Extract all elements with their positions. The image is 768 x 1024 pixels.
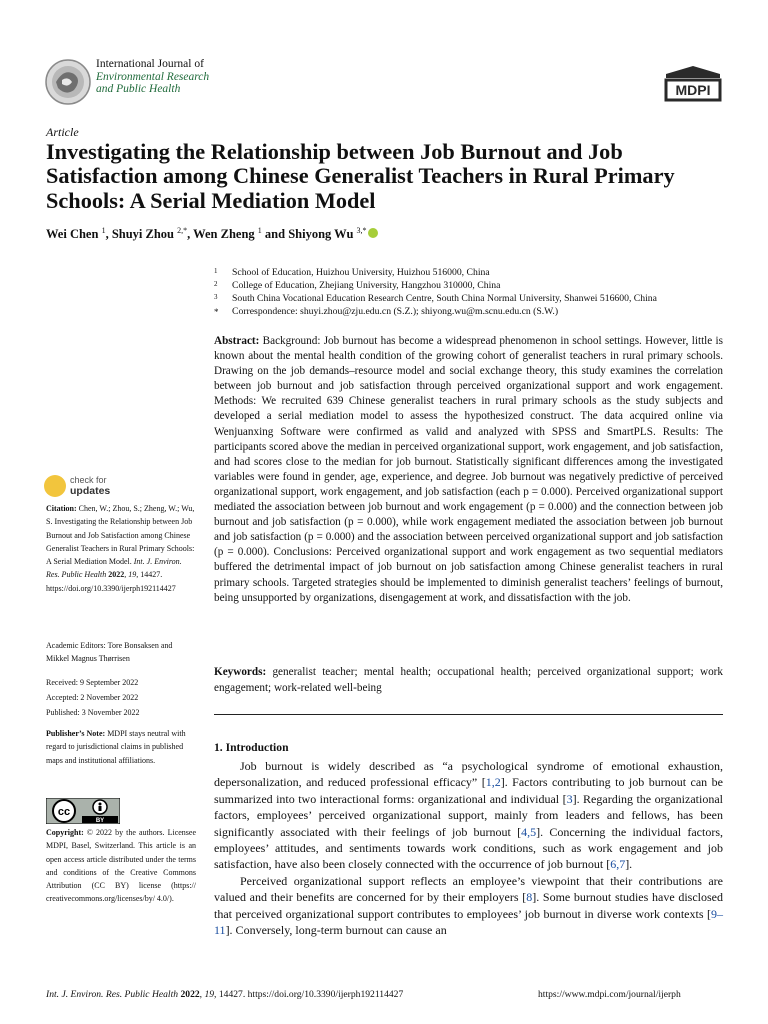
footer-journal: Int. J. Environ. Res. Public Health <box>46 989 179 1000</box>
abstract-text: Background: Job burnout has become a widespread phenomenon in school settings. However, little is known about the mental health condition of the growing cohort of generalist teachers in rural primary schools. Drawing on the job demands–resource model and social exchange theory, this study examines the correlation between job burnout and job satisfaction through perceived organizational support and work engagement. Methods: We recruited 639 Chinese generalist teachers in rural primary schools as the study subjects and developed a serial mediation model to assess the hypothesized construct. The data acquired online via Wenjuanxing Software were confirmed as valid and analyzed with SPSS and SmartPLS. Results: The participants scored above the median in perceived organizational support, work engagement, and job satisfaction, and had scores close to the median for job burnout. Statistically significant differences among the investigated variables were found in gender, age, experience, and degree. Job burnout was negatively predictive of perceived organizational support, work engagement, and job satisfaction (each p = 0.000). Perceived organizational support mediated the association between job burnout and work engagement (p = 0.000) and the connection between job burnout and job satisfaction (p = 0.000), while work engagement mediated the association between job burnout and job satisfaction (p = 0.000) and the association between perceived organizational support and job satisfaction (p = 0.000). Conclusions: Perceived organizational support and work engagement as two sequential mediators buffered the detrimental impact of job burnout on job satisfaction among Chinese generalist teachers in rural primary schools. Targeted strategies should be implemented to diminish generalist teachers’ feelings of burnout, being unsupported by organizations, disengagement at work, and dissatisfaction with the job. <box>214 335 723 604</box>
section-heading: 1. Introduction <box>214 741 289 754</box>
mdpi-logo <box>662 66 724 106</box>
publishers-note <box>46 727 196 767</box>
text-run: ]. Factors contributing to job burnout can be summarized into two interactional forms: organizational and individual [ <box>214 775 723 806</box>
footer-journal-url[interactable]: https://www.mdpi.com/journal/ijerph <box>538 989 681 1000</box>
orcid-icon[interactable] <box>368 228 378 238</box>
paragraph <box>214 873 723 939</box>
check-updates-line1: check for <box>70 475 107 485</box>
citation-volume: 19 <box>128 570 137 580</box>
keywords-text: generalist teacher; mental health; occupational health; perceived organizational support; work engagement; work-related well-being <box>214 666 723 694</box>
reference-link[interactable]: 8 <box>526 890 533 905</box>
by-text: BY <box>95 818 105 824</box>
abstract <box>214 334 723 606</box>
date-published: Published: 3 November 2022 <box>46 708 140 717</box>
affiliation-mark: 2 <box>214 280 218 288</box>
section-divider <box>214 714 723 715</box>
text-run: ]. Conversely, long-term burnout can cause an <box>225 923 447 938</box>
copyright-text: © 2022 by the authors. Licensee MDPI, Basel, Switzerland. This article is an open access article distributed under the terms and conditions of the Creative Commons Attribution (CC BY) license (https:// creativecommons.org/licenses/by/ 4.0/). <box>46 828 197 904</box>
affiliation-mark: 3 <box>214 293 218 301</box>
author-name: Shuyi Zhou <box>111 227 175 242</box>
journal-line-3: and Public Health <box>96 83 181 95</box>
author-affil: 2,* <box>177 226 188 235</box>
check-updates-icon <box>44 475 66 497</box>
affiliation-mark: 1 <box>214 267 218 275</box>
reference-link[interactable]: 6,7 <box>610 857 626 872</box>
date-received: Received: 9 September 2022 <box>46 678 139 687</box>
citation-year: 2022 <box>108 570 125 580</box>
reference-link[interactable]: 1,2 <box>485 775 501 790</box>
cc-by-license-icon[interactable] <box>46 798 120 824</box>
citation-text: Chen, W.; Zhou, S.; Zheng, W.; Wu, S. Investigating the Relationship between Job Burnout and Job Satisfaction among Chinese Generalist Teachers in Rural Primary Schools: A Serial Mediation Model. <box>46 504 195 567</box>
footer-doi[interactable]: , 14427. https://doi.org/10.3390/ijerph192114427 <box>214 989 404 1000</box>
paragraph <box>214 758 723 873</box>
citation-journal: Int. J. Environ. Res. Public Health <box>46 557 182 580</box>
affiliation-text: College of Education, Zhejiang University, Hangzhou 310000, China <box>232 280 501 291</box>
keywords-label: Keywords: <box>214 666 267 678</box>
footer-volume: 19 <box>204 989 215 1000</box>
reference-link[interactable]: 9–11 <box>214 906 723 938</box>
academic-editors: Academic Editors: Tore Bonsaksen and Mikkel Magnus Thørrisen <box>46 641 173 664</box>
correspondence-text[interactable]: Correspondence: shuyi.zhou@zju.edu.cn (S.Z.); shiyong.wu@m.scnu.edu.cn (S.W.) <box>232 306 559 317</box>
article-type: Article <box>46 125 79 139</box>
check-for-updates-badge[interactable] <box>44 474 154 500</box>
citation-doi[interactable]: , 14427. https://doi.org/10.3390/ijerph192114427 <box>46 570 176 593</box>
reference-link[interactable]: 3 <box>566 791 573 806</box>
author-affil: 3,* <box>356 226 367 235</box>
citation-block: Citation: Chen, W.; Zhou, S.; Zheng, W.; Wu, S. Investigating the Relationship between Job Burnout and Job Satisfaction among Chinese Generalist Teachers in Rural Primary Schools: A Serial Mediation Model. Int. J. Environ. Res. Public Health 2022, 19, 14427. https://doi.org/10.3390/ijerph192114427 <box>46 504 195 593</box>
cc-text: cc <box>57 806 71 818</box>
footer-citation: Int. J. Environ. Res. Public Health 2022, 19, 14427. https://doi.org/10.3390/ijerph192114427 <box>46 989 404 1000</box>
author-name: Wen Zheng <box>193 227 255 242</box>
reference-link[interactable]: 4,5 <box>521 824 537 839</box>
article-title: Investigating the Relationship between Job Burnout and Job Satisfaction among Chinese Generalist Teachers in Rural Primary Schools: A Serial Mediation Model <box>46 139 675 213</box>
text-run: ]. Some burnout studies have disclosed that perceived organizational support contributes to employees’ job burnout in diverse work contexts [ <box>214 890 724 921</box>
author-list: Wei Chen $^1$, Shuyi Zhou $^{2,*}$, Wen Zheng $^1$ and Shiyong Wu $^{3,*}$ <box>46 226 378 242</box>
copyright-block <box>46 826 196 906</box>
introduction-body <box>214 758 723 938</box>
correspondence-mark: * <box>214 307 219 317</box>
date-accepted: Accepted: 2 November 2022 <box>46 693 139 702</box>
journal-line-1: International Journal of <box>96 58 204 70</box>
copyright-label: Copyright: <box>46 828 84 837</box>
journal-line-2: Environmental Research <box>96 70 210 83</box>
footer-year: 2022 <box>180 989 200 1000</box>
text-run: Job burnout is widely described as “a psychological syndrome of emotional exhaustion, depersonalization, and reduced professional efficacy” [ <box>214 759 723 790</box>
publishers-note-label: Publisher’s Note: <box>46 729 106 738</box>
keywords <box>214 664 723 696</box>
author-name: Shiyong Wu <box>288 227 354 242</box>
text-run: ]. <box>625 857 633 872</box>
author-affil: 1 <box>101 226 106 235</box>
affiliation-text: South China Vocational Education Research Centre, South China Normal University, Shanwei 516600, China <box>232 293 657 304</box>
publishers-note-text: MDPI stays neutral with regard to jurisdictional claims in published maps and institutional affiliations. <box>46 729 186 765</box>
author-name: Wei Chen <box>46 227 99 242</box>
text-run: ]. Regarding the organizational factors, employees’ perceived organizational support, mainly from leaders and fellows, has been significantly associated with their feelings of job burnout [ <box>214 791 723 839</box>
journal-logo <box>44 58 92 106</box>
text-run: Perceived organizational support reflects an employee’s viewpoint that their contributions are valued and their benefits are concerned for by their employers [ <box>214 873 723 905</box>
affiliation-text: School of Education, Huizhou University, Huizhou 516000, China <box>232 267 490 278</box>
journal-name <box>96 58 209 96</box>
check-updates-line2: updates <box>70 485 111 497</box>
author-affil: 1 <box>257 226 262 235</box>
mdpi-logo-text: MDPI <box>675 82 711 98</box>
abstract-label: Abstract: <box>214 335 260 347</box>
text-run: ]. Concerning the individual factors, employees’ attitudes, and sentiments towards work conditions, such as work engagement and job satisfaction, have also been closely connected with the occurrence of job burnout [ <box>214 824 723 872</box>
citation-label: Citation: <box>46 504 77 513</box>
